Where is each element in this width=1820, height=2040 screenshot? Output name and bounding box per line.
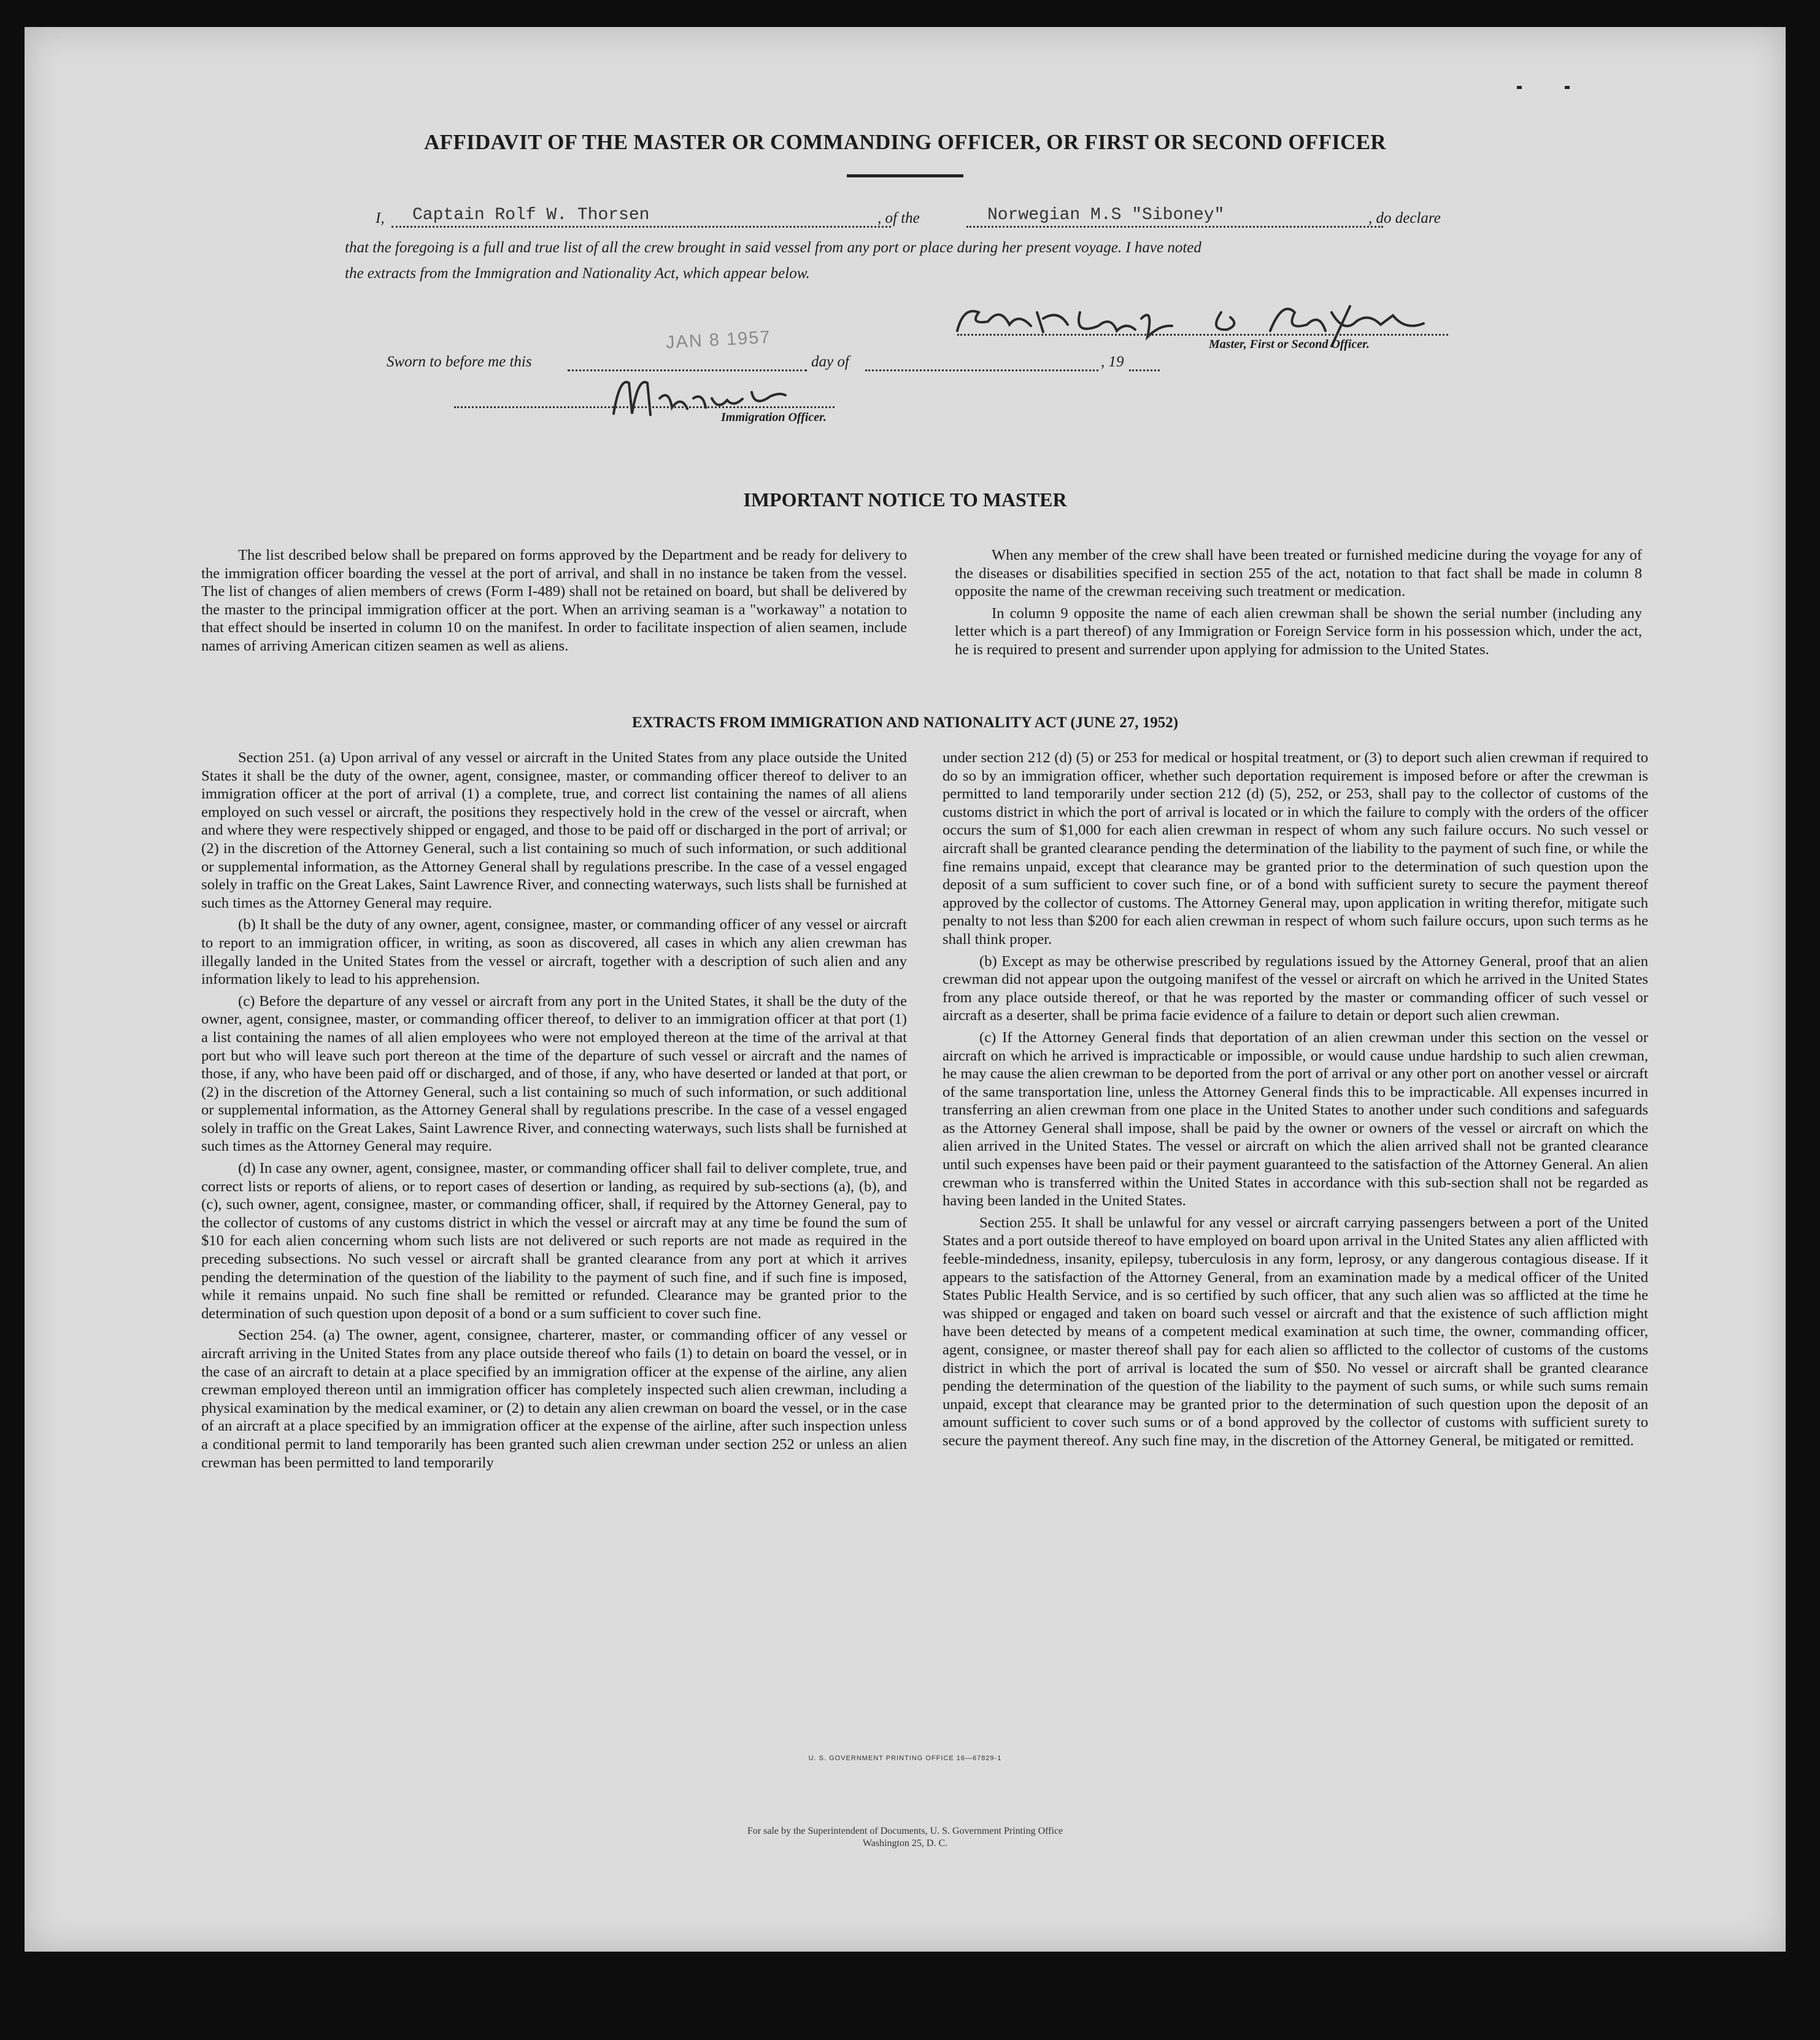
- notice-title: IMPORTANT NOTICE TO MASTER: [743, 489, 1067, 511]
- extract-paragraph: (c) If the Attorney General finds that deportation of an alien crewman under this section on the vessel or aircraft on which he arrived is impracticable or impossible, or would cause undue hardship to such alien crewman, he may cause the alien crewman to be deported from the port of arrival or any other port on another vessel or aircraft of the same transportation line, unless the Attorney General finds this to be impracticable. All expenses incurred in transferring an alien crewman from one place in the United States to another under such conditions and safeguards as the Attorney General shall impose, shall be paid by the owner or owners of the vessel or aircraft on which the alien arrived in the United States. The vessel or aircraft on which the alien arrived shall not be granted clearance until such expenses have been paid or their payment guaranteed to the satisfaction of the Attorney General. An alien crewman who is transferred within the United States in accordance with this sub-section shall not be regarded as having been landed in the United States.: [943, 1029, 1648, 1210]
- extract-paragraph: (d) In case any owner, agent, consignee, master, or commanding officer shall fail to deliver complete, true, and correct lists or reports of aliens, or to report cases of desertion or landing, as required by sub-sections (a), (b), and (c), such owner, agent, consignee, master, or commanding officer, shall, if required by the Attorney General, pay to the collector of customs of any customs district in which the vessel or aircraft may at any time be found the sum of $10 for each alien concerning whom such lists are not delivered or such reports are not made as required in the preceding subsections. No such vessel or aircraft shall be granted clearance from any port at which it arrives pending the determination of the question of the liability to the payment of such fine, and if such fine is imposed, while it remains unpaid. No such fine shall be remitted or refunded. Clearance may be granted prior to the determination of such question upon deposit of a bond or a sum sufficient to cover such fine.: [201, 1160, 907, 1322]
- master-signature-label: Master, First or Second Officer.: [1209, 338, 1370, 351]
- extracts-right-column: [943, 749, 1648, 1454]
- title-rule: [847, 174, 963, 177]
- extract-paragraph: (b) It shall be the duty of any owner, agent, consignee, master, or commanding officer of any vessel or aircraft to report to an immigration officer, in writing, as soon as discovered, all cases in which any alien crewman has illegally landed in the United States from the vessel or aircraft, together with a description of such alien and any information likely to lead to his apprehension.: [201, 916, 907, 988]
- do-declare-label: , do declare: [1368, 210, 1441, 226]
- notice-paragraph: In column 9 opposite the name of each alien crewman shall be shown the serial number (including any letter which is a part thereof) of any Immigration or Foreign Service form in his possession which, under the act, he is required to present and surrender upon applying for admission to the United States.: [955, 605, 1642, 658]
- master-signature-line: [957, 313, 1448, 336]
- captain-name-field: Captain Rolf W. Thorsen: [391, 205, 891, 228]
- notice-right-column: [955, 546, 1642, 663]
- extract-paragraph: (b) Except as may be otherwise prescribed by regulations issued by the Attorney General, proof that an alien crewman did not appear upon the outgoing manifest of the vessel or aircraft on which he arrived in the United States from any place outside thereof, or that he was reported by the master or commanding officer of such vessel or aircraft as a deserter, shall be prima facie evidence of a failure to detain or deport such alien crewman.: [943, 952, 1648, 1024]
- affidavit-page: [25, 27, 1786, 1952]
- sworn-month-field: [865, 349, 1098, 371]
- scan-mark: [1565, 86, 1570, 89]
- officer-signature-label: Immigration Officer.: [721, 411, 827, 424]
- sale-notice: [25, 1825, 1786, 1850]
- sworn-prefix: Sworn to before me this: [387, 354, 532, 370]
- officer-signature-line: [454, 385, 835, 408]
- date-stamp: JAN 8 1957: [665, 327, 772, 353]
- sworn-year-field: [1129, 349, 1160, 371]
- extract-paragraph: under section 212 (d) (5) or 253 for medical or hospital treatment, or (3) to deport such alien crewman if required to do so by an immigration officer, whether such deportation requirement is imposed before or after the crewman is permitted to land temporarily under section 212 (d) (5), 252, or 253, shall pay to the collector of customs of the customs district in which the port of arrival is located or in which the failure to comply with the orders of the officer occurs the sum of $1,000 for each alien crewman in respect of whom any such failure occurs. No such vessel or aircraft shall be granted clearance pending the determination of the liability to the payment of such fine, or while the fine remains unpaid, except that clearance may be granted prior to the determination of such question upon the deposit of a sum sufficient to cover such fine, or of a bond with sufficient surety to secure the payment thereof approved by the collector of customs. The Attorney General may, upon application in writing therefor, mitigate such penalty to not less than $200 for each alien crewman in respect of whom such failure occurs, upon such terms as he shall think proper.: [943, 749, 1648, 948]
- day-of-label: day of: [811, 354, 849, 370]
- of-the-label: , of the: [877, 210, 920, 226]
- extract-paragraph: Section 255. It shall be unlawful for any vessel or aircraft carrying passengers between a port of the United States and a port outside thereof to have employed on board upon arrival in the United States any alien afflicted with feeble-mindedness, insanity, epilepsy, tuberculosis in any form, leprosy, or any dangerous contagious disease. If it appears to the satisfaction of the Attorney General, from an examination made by a medical officer of the United States Public Health Service, and is so certified by such officer, that any such alien was so afflicted at the time he was shipped or engaged and taken on board such vessel or aircraft and that the existence of such affliction might have been detected by means of a competent medical examination at such time, the owner, commanding officer, agent, consignee, or master thereof shall pay for each alien so afflicted to the collector of customs of the customs district in which the port of arrival is located the sum of $50. No vessel or aircraft shall be granted clearance pending the determination of the question of the liability to the payment of such sums, or while such sums remain unpaid, except that clearance may be granted prior to the determination of such question upon the deposit of an amount sufficient to cover such sums or of a bond approved by the collector of customs with sufficient surety to secure the payment thereof. Any such fine may, in the discretion of the Attorney General, be mitigated or remitted.: [943, 1214, 1648, 1449]
- affidavit-title: AFFIDAVIT OF THE MASTER OR COMMANDING OFFICER, OR FIRST OR SECOND OFFICER: [424, 130, 1386, 154]
- year-prefix: , 19: [1101, 354, 1124, 370]
- gpo-imprint: U. S. GOVERNMENT PRINTING OFFICE 16—67829-1: [808, 1755, 1002, 1762]
- sale-notice-line: For sale by the Superintendent of Documents, U. S. Government Printing Office: [747, 1826, 1063, 1836]
- notice-left-column: [201, 546, 907, 659]
- notice-paragraph: When any member of the crew shall have been treated or furnished medicine during the voyage for any of the diseases or disabilities specified in section 255 of the act, notation to that fact shall be made in column 8 opposite the name of the crewman receiving such treatment or medication.: [955, 547, 1642, 600]
- extracts-title: EXTRACTS FROM IMMIGRATION AND NATIONALITY ACT (JUNE 27, 1952): [631, 714, 1179, 731]
- sale-notice-line: Washington 25, D. C.: [862, 1838, 948, 1849]
- declaration-statement-1: that the foregoing is a full and true list of all the crew brought in said vessel from any port or place during her present voyage. I have noted: [345, 239, 1201, 256]
- vessel-name-field: Norwegian M.S "Siboney": [966, 205, 1383, 228]
- extract-paragraph: Section 251. (a) Upon arrival of any vessel or aircraft in the United States from any place outside the United States it shall be the duty of the owner, agent, consignee, master, or commanding officer thereof to deliver to an immigration officer at the port of arrival (1) a complete, true, and correct list containing the names of all aliens employed on such vessel or aircraft, the positions they respectively hold in the crew of the vessel or aircraft, when and where they were respectively shipped or engaged, and those to be paid off or discharged in the port of arrival; or (2) in the discretion of the Attorney General, such a list containing so much of such information, or such additional or supplemental information, as the Attorney General shall by regulations prescribe. In the case of a vessel engaged solely in traffic on the Great Lakes, Saint Lawrence River, and connecting waterways, such lists shall be furnished at such times as the Attorney General may require.: [201, 749, 907, 911]
- notice-paragraph: The list described below shall be prepared on forms approved by the Department and be ready for delivery to the immigration officer boarding the vessel at the port of arrival, and shall in no instance be taken from the vessel. The list of changes of alien members of crews (Form I-489) shall not be retained on board, but shall be delivered by the master to the principal immigration officer at the port. When an arriving seaman is a "workaway" a notation to that effect should be inserted in column 10 on the manifest. In order to facilitate inspection of alien seamen, include names of arriving American citizen seamen as well as aliens.: [201, 547, 907, 654]
- extract-paragraph: (c) Before the departure of any vessel or aircraft from any port in the United States, it shall be the duty of the owner, agent, consignee, master, or commanding officer thereof, to deliver to an immigration officer at that port (1) a list containing the names of all alien employees who were not employed thereon at the time of the arrival at that port but who will leave such port thereon at the time of the departure of such vessel or aircraft and the names of those, if any, who have been paid off or discharged, and of those, if any, who have deserted or landed at that port, or (2) in the discretion of the Attorney General, such a list containing so much of such information, or such additional or supplemental information, as the Attorney General shall by regulations prescribe. In the case of a vessel engaged solely in traffic on the Great Lakes, Saint Lawrence River, and connecting waterways, such lists shall be furnished at such times as the Attorney General may require.: [201, 992, 907, 1155]
- scan-mark: [1517, 86, 1522, 89]
- declaration-statement-2: the extracts from the Immigration and Nationality Act, which appear below.: [345, 265, 810, 282]
- extract-paragraph: Section 254. (a) The owner, agent, consignee, charterer, master, or commanding officer of any vessel or aircraft arriving in the United States from any place outside thereof who fails (1) to detain on board the vessel, or in the case of an aircraft to detain at a place specified by an immigration officer at the expense of the airline, any alien crewman employed thereon until an immigration officer has completely inspected such alien crewman, including a physical examination by the medical examiner, or (2) to detain any alien crewman on board the vessel, or in the case of an aircraft at a place specified by an immigration officer at the expense of the airline, after such inspection unless a conditional permit to land temporarily has been granted such alien crewman under section 252 or unless an alien crewman has been permitted to land temporarily: [201, 1327, 907, 1471]
- declaration-prefix: I,: [376, 210, 385, 226]
- extracts-left-column: [201, 749, 907, 1475]
